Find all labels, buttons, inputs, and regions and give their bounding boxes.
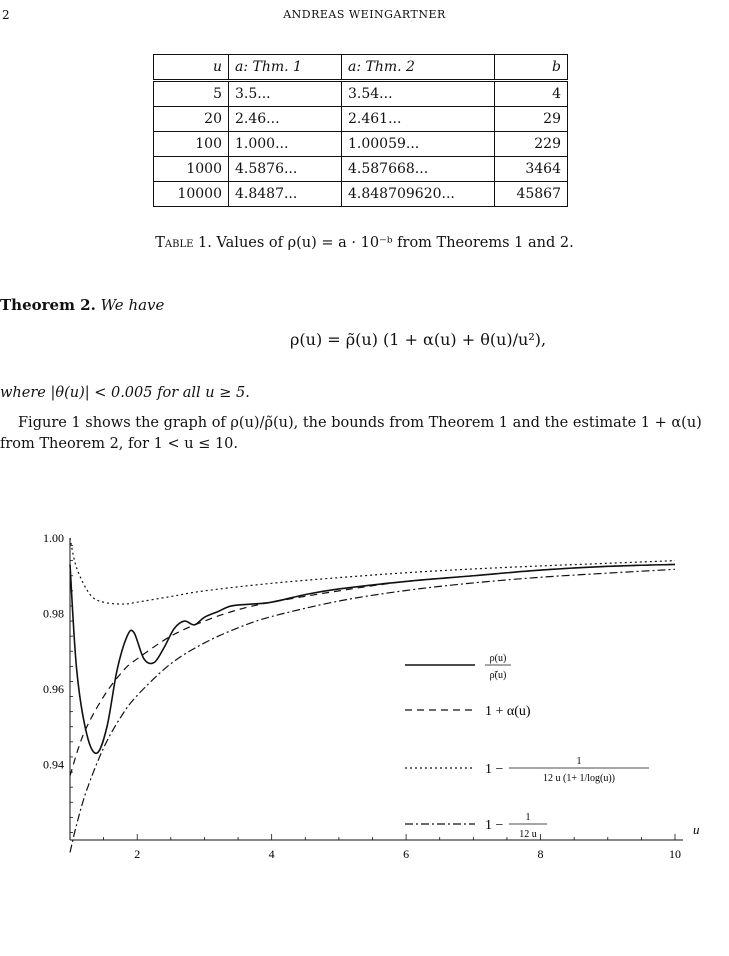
y-tick-label: 1.00 <box>43 531 64 545</box>
table-header-a-thm1: a: Thm. 1 <box>229 55 342 81</box>
table-cell: 4.8487... <box>229 182 342 207</box>
table-cell: 1000 <box>154 157 229 182</box>
y-tick-label: 0.98 <box>43 606 64 621</box>
theorem-equation: ρ(u) = ρ̃(u) (1 + α(u) + θ(u)/u²), <box>290 330 547 349</box>
theorem-condition: where |θ(u)| < 0.005 for all u ≥ 5. <box>0 385 250 401</box>
table-header-a-thm2: a: Thm. 2 <box>342 55 495 81</box>
table-cell: 4 <box>495 81 568 107</box>
table-cell: 3.5... <box>229 81 342 107</box>
table-row <box>154 182 568 207</box>
table-caption <box>0 235 729 251</box>
series-line-2 <box>70 564 675 775</box>
table-cell: 100 <box>154 132 229 157</box>
legend-denominator: 12 u (1+ 1/log(u)) <box>542 773 616 784</box>
table-cell: 20 <box>154 107 229 132</box>
y-tick-label: 0.94 <box>43 757 64 772</box>
x-tick-label: 10 <box>669 847 681 861</box>
chart-axes <box>43 531 700 861</box>
table-cell: 4.5876... <box>229 157 342 182</box>
x-tick-label: 2 <box>134 847 141 861</box>
table-cell: 4.848709620... <box>342 182 495 207</box>
table-row <box>154 107 568 132</box>
table-cell: 3464 <box>495 157 568 182</box>
y-tick-label: 0.96 <box>43 682 64 696</box>
running-title: ANDREAS WEINGARTNER <box>283 8 446 21</box>
x-tick-label: 6 <box>403 847 410 861</box>
theorem-heading <box>0 296 164 314</box>
values-table <box>153 54 568 207</box>
legend-numerator: 1 <box>525 812 531 823</box>
chart-legend <box>405 653 649 840</box>
series-line-4 <box>70 569 675 852</box>
series-line-3 <box>70 538 675 604</box>
legend-label-prefix: 1 − <box>485 762 504 777</box>
table-cell: 2.461... <box>342 107 495 132</box>
table-cell: 3.54... <box>342 81 495 107</box>
theorem-intro: We have <box>100 296 165 314</box>
table-cell: 2.46... <box>229 107 342 132</box>
table-row <box>154 157 568 182</box>
caption-text: Values of ρ(u) = a · 10⁻ᵇ from Theorems 1 and 2. <box>216 235 574 251</box>
legend-label-prefix: 1 − <box>485 818 504 833</box>
body-paragraph <box>0 413 725 455</box>
x-tick-label: 8 <box>537 847 544 861</box>
page-number: 2 <box>2 8 10 22</box>
running-header <box>0 8 729 28</box>
table-cell: 29 <box>495 107 568 132</box>
paragraph-text: Figure 1 shows the graph of ρ(u)/ρ̃(u), the bounds from Theorem 1 and the estimate 1 + α(u) from Theorem 2, for 1 < u ≤ 10. <box>0 415 702 452</box>
table-header-b: b <box>495 55 568 81</box>
table-cell: 229 <box>495 132 568 157</box>
series-line-1 <box>70 564 675 753</box>
legend-numerator: ρ(u) <box>489 653 507 664</box>
legend-denominator: 12 u <box>519 829 537 840</box>
table-header-row <box>154 55 568 81</box>
figure-1-chart <box>0 520 729 900</box>
legend-denominator: ρ̃(u) <box>489 670 507 681</box>
caption-label: Table 1. <box>155 235 212 251</box>
table-cell: 4.587668... <box>342 157 495 182</box>
table-cell: 1.000... <box>229 132 342 157</box>
table-row <box>154 81 568 107</box>
table-cell: 1.00059... <box>342 132 495 157</box>
table-row <box>154 132 568 157</box>
x-axis-label: u <box>693 822 700 837</box>
legend-numerator: 1 <box>576 756 582 767</box>
table-header-u: u <box>154 55 229 81</box>
x-tick-label: 4 <box>268 847 275 861</box>
table-cell: 5 <box>154 81 229 107</box>
chart-series <box>70 538 675 852</box>
legend-label: 1 + α(u) <box>485 704 531 719</box>
table-cell: 10000 <box>154 182 229 207</box>
table-cell: 45867 <box>495 182 568 207</box>
theorem-label: Theorem 2. <box>0 296 96 314</box>
